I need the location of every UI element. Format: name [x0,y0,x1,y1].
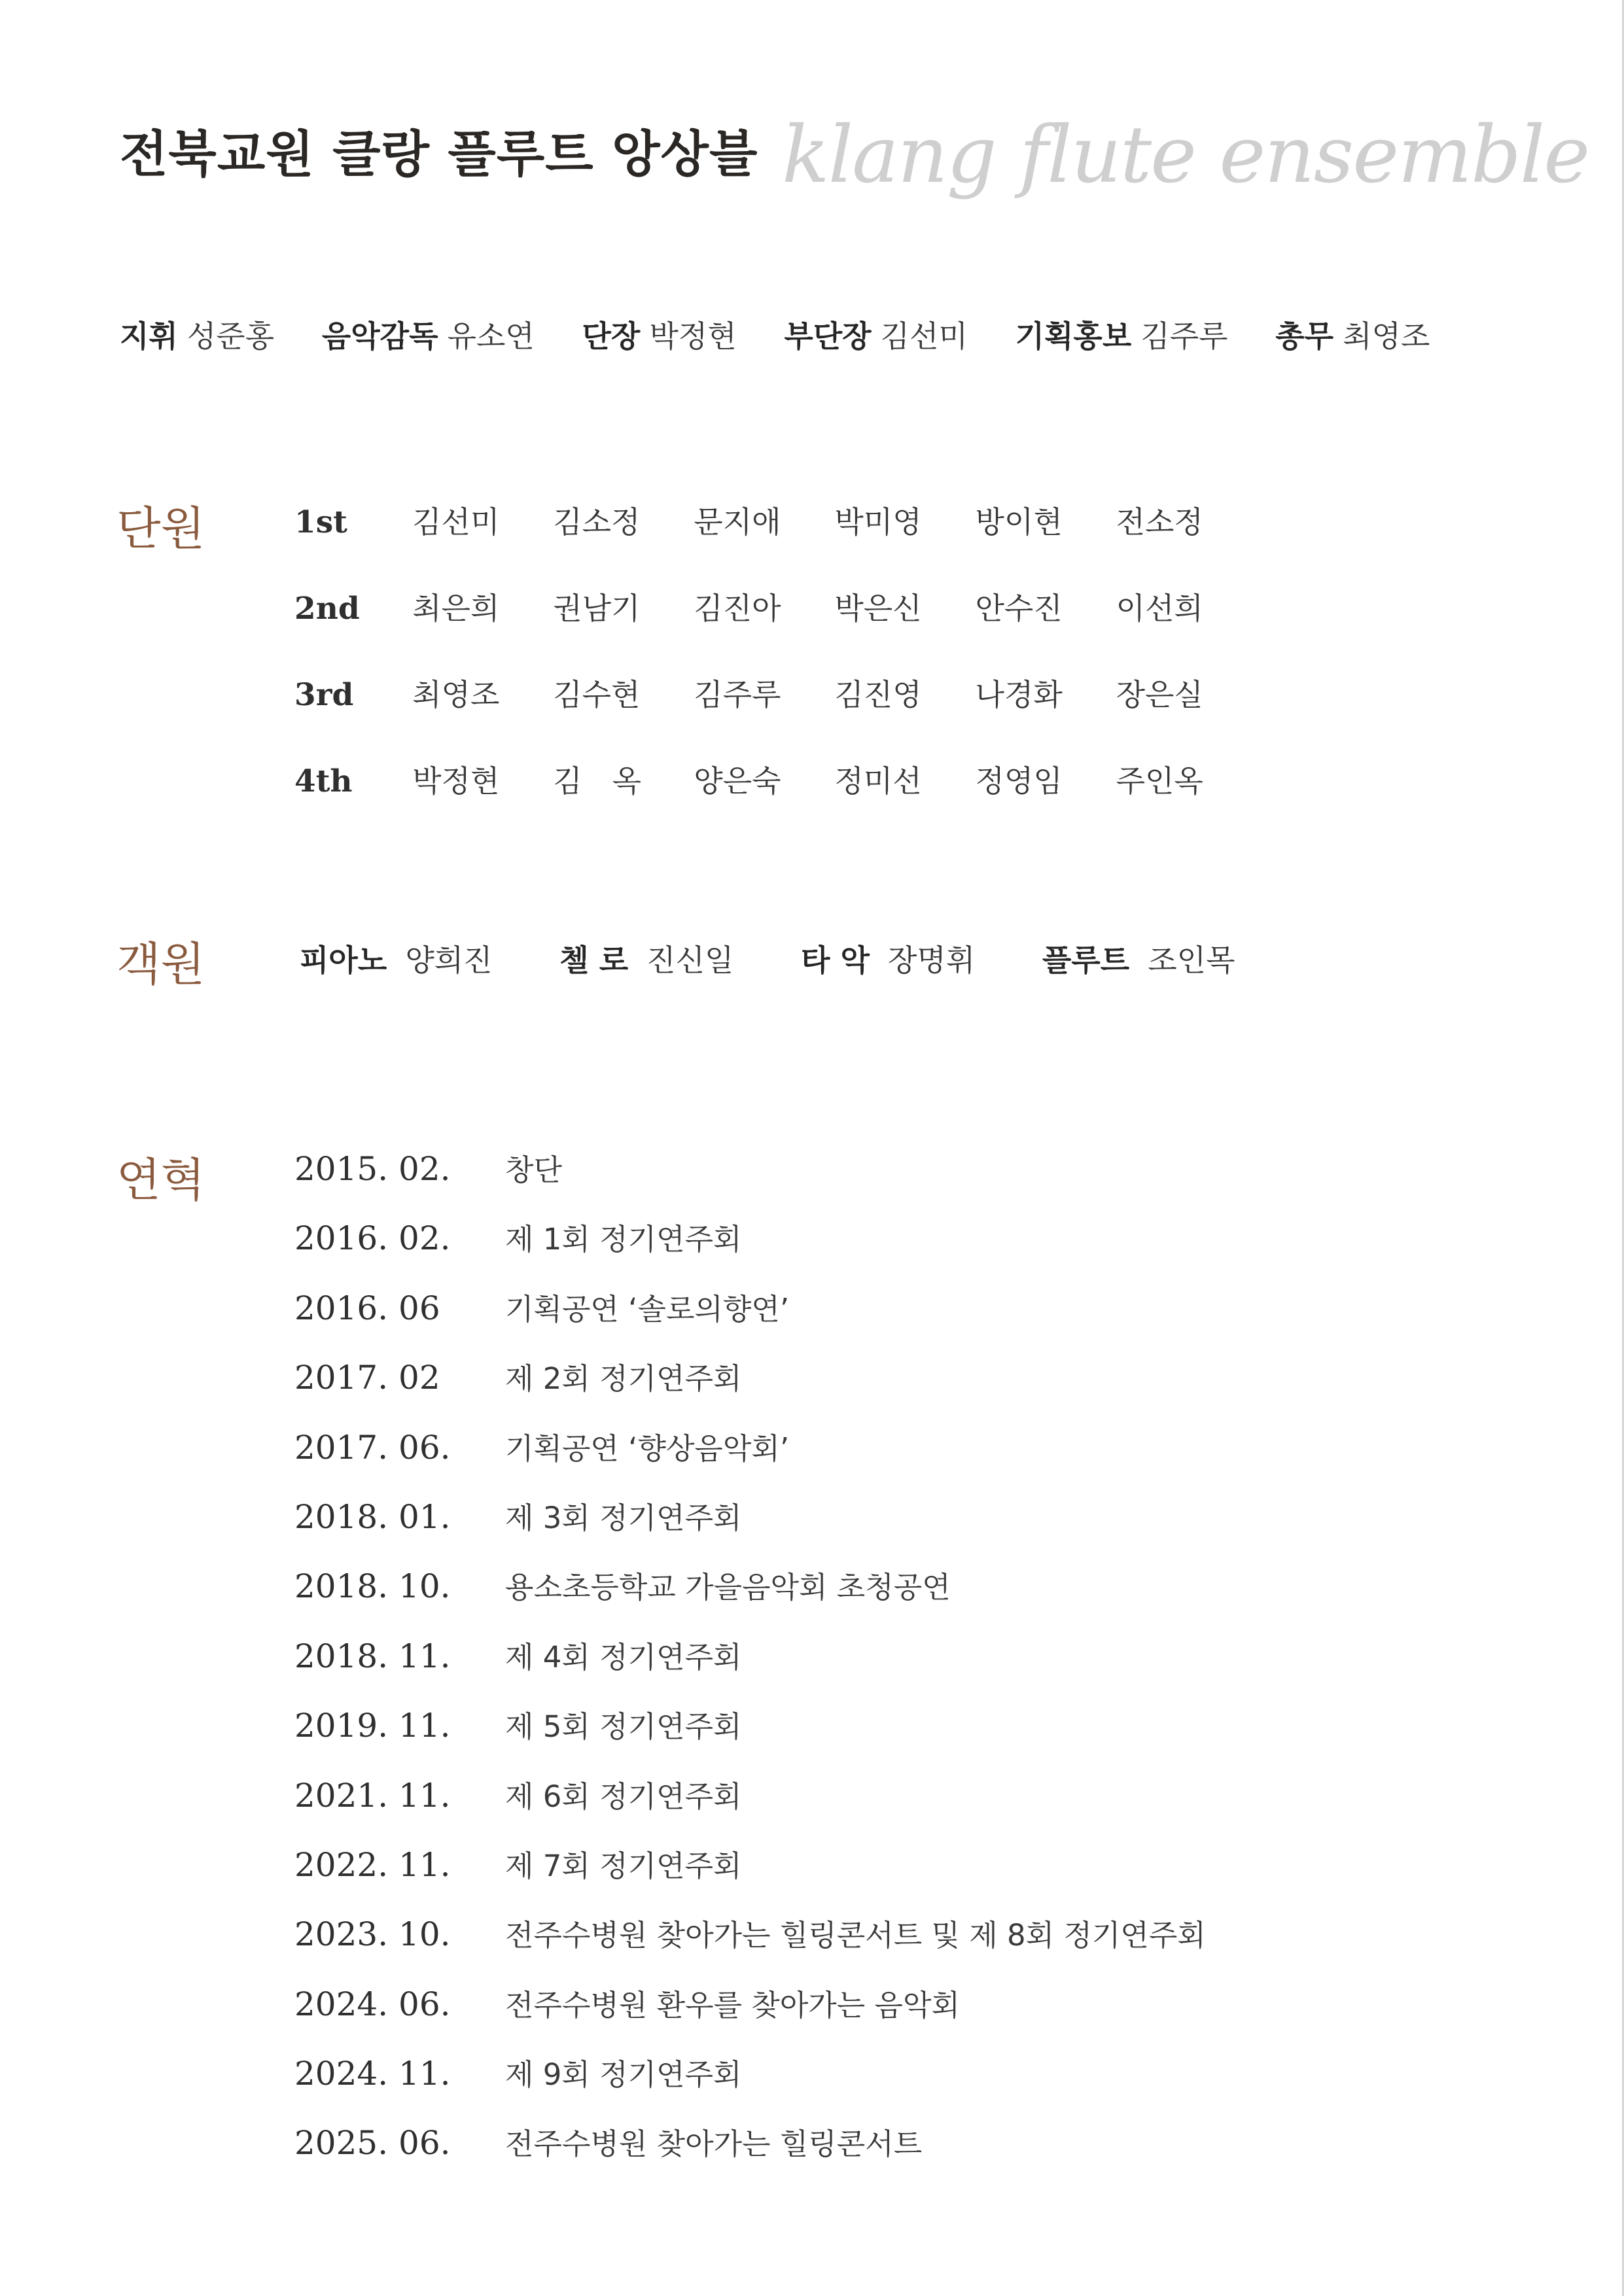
history-event: 전주수병원 찾아가는 힐링콘서트 [505,2127,923,2162]
member-name: 김소정 [553,504,641,540]
history-date: 2018. 11. [294,1637,451,1675]
section-label-history: 연혁 [116,1153,205,1207]
staff-role: 단장 [582,319,641,354]
staff-conductor [120,313,274,356]
guest-item [559,937,733,980]
history-event: 제 2회 정기연주회 [505,1361,742,1397]
guests-line [300,937,1293,980]
guest-instrument: 첼 로 [559,943,629,978]
staff-general-affairs [1275,313,1430,356]
guest-name: 장명휘 [887,943,976,978]
member-name: 전소정 [1116,504,1203,540]
history-item [294,2120,1206,2189]
guest-item [300,937,493,980]
history-date: 2015. 02. [294,1150,451,1188]
history-item [294,1215,1206,1285]
staff-role: 부단장 [784,319,872,354]
staff-name: 김선미 [880,319,968,354]
guest-instrument: 타 악 [801,943,870,978]
history-date: 2021. 11. [294,1776,451,1815]
part-label: 1st [294,504,347,540]
staff-name: 박정현 [649,319,737,354]
member-name: 최은희 [412,591,500,626]
member-name: 주인옥 [1116,763,1203,799]
guest-instrument: 피아노 [300,943,387,978]
history-date: 2024. 11. [294,2055,451,2093]
staff-name: 성준홍 [186,319,275,354]
history-date: 2022. 11. [294,1845,451,1884]
staff-role: 기획홍보 [1015,319,1132,354]
guest-name: 조인목 [1148,943,1235,978]
history-item [294,1911,1206,1981]
member-name: 김주루 [694,677,781,712]
history-date: 2016. 06 [294,1289,440,1327]
member-name: 박미영 [834,504,922,540]
member-name: 김선미 [412,504,500,540]
member-name: 김 옥 [553,763,642,799]
history-item [294,1146,1206,1215]
history-date: 2018. 10. [294,1567,451,1606]
member-name: 이선희 [1116,591,1203,626]
member-row-4th [294,757,1254,844]
section-label-guests: 객원 [116,937,205,991]
history-event: 제 7회 정기연주회 [505,1848,742,1883]
page-subtitle-english: klang flute ensemble [782,110,1589,201]
staff-leader [582,313,737,356]
history-item [294,2051,1206,2120]
staff-role: 총무 [1275,319,1334,354]
member-row-3rd [294,671,1254,757]
staff-role: 지휘 [120,319,178,354]
staff-name: 유소연 [447,319,535,354]
history-event: 기획공연 ‘향상음악회’ [505,1431,790,1466]
member-name: 방이현 [975,504,1063,540]
staff-name: 최영조 [1343,319,1430,354]
page-title: 전북교원 클랑 플루트 앙상블 [120,125,758,183]
section-label-members: 단원 [116,502,205,555]
staff-role: 음악감독 [321,319,438,354]
history-item [294,1773,1206,1842]
guest-name: 진신일 [646,943,734,978]
member-name: 박정현 [412,763,500,799]
member-name: 정영임 [975,763,1063,799]
history-event: 제 6회 정기연주회 [505,1779,742,1814]
history-list [294,1146,1206,2190]
member-name: 김수현 [553,677,641,712]
member-name: 김진아 [694,591,781,626]
history-date: 2019. 11. [294,1707,451,1745]
staff-vice-leader [784,313,968,356]
guest-instrument: 플루트 [1042,943,1130,978]
history-date: 2018. 01. [294,1497,451,1536]
history-date: 2017. 02 [294,1359,440,1397]
history-event: 제 9회 정기연주회 [505,2057,742,2093]
part-label: 4th [294,763,353,799]
staff-name: 김주루 [1140,319,1228,354]
member-name: 양은숙 [694,763,781,799]
history-event: 창단 [505,1153,562,1187]
history-item [294,1563,1206,1633]
history-date: 2024. 06. [294,1985,451,2023]
history-event: 전주수병원 환우를 찾아가는 음악회 [505,1987,960,2023]
member-name: 김진영 [834,677,922,712]
member-name: 권남기 [553,591,641,626]
history-item [294,1425,1206,1494]
history-item [294,1633,1206,1703]
history-event: 제 1회 정기연주회 [505,1222,742,1257]
history-item [294,1494,1206,1563]
member-row-1st [294,498,1254,585]
history-item [294,1355,1206,1424]
member-name: 최영조 [412,677,500,712]
history-event: 제 4회 정기연주회 [505,1639,742,1675]
history-event: 기획공연 ‘솔로의향연’ [505,1291,790,1327]
member-name: 문지애 [694,504,781,540]
members-grid [294,498,1254,844]
member-name: 박은신 [834,591,922,626]
history-date: 2017. 06. [294,1428,451,1467]
member-name: 나경화 [975,677,1063,712]
member-name: 장은실 [1116,677,1203,712]
history-event: 용소초등학교 가을음악회 초청공연 [505,1570,951,1605]
history-item [294,1703,1206,1772]
member-name: 안수진 [975,591,1063,626]
staff-planning-pr [1015,313,1228,356]
guest-name: 양희진 [405,943,493,978]
history-item [294,1285,1206,1355]
history-event: 전주수병원 찾아가는 힐링콘서트 및 제 8회 정기연주회 [505,1918,1206,1953]
part-label: 2nd [294,591,360,627]
guest-item [801,937,975,980]
staff-line [120,313,1468,356]
member-name: 정미선 [834,763,922,799]
history-date: 2023. 10. [294,1915,451,1954]
history-event: 제 3회 정기연주회 [505,1500,742,1535]
history-date: 2016. 02. [294,1219,451,1258]
history-item [294,1842,1206,1911]
staff-music-director [322,313,535,356]
guest-item [1042,937,1235,980]
history-date: 2025. 06. [294,2124,451,2163]
history-item [294,1981,1206,2051]
member-row-2nd [294,585,1254,671]
part-label: 3rd [294,677,354,713]
history-event: 제 5회 정기연주회 [505,1709,742,1745]
